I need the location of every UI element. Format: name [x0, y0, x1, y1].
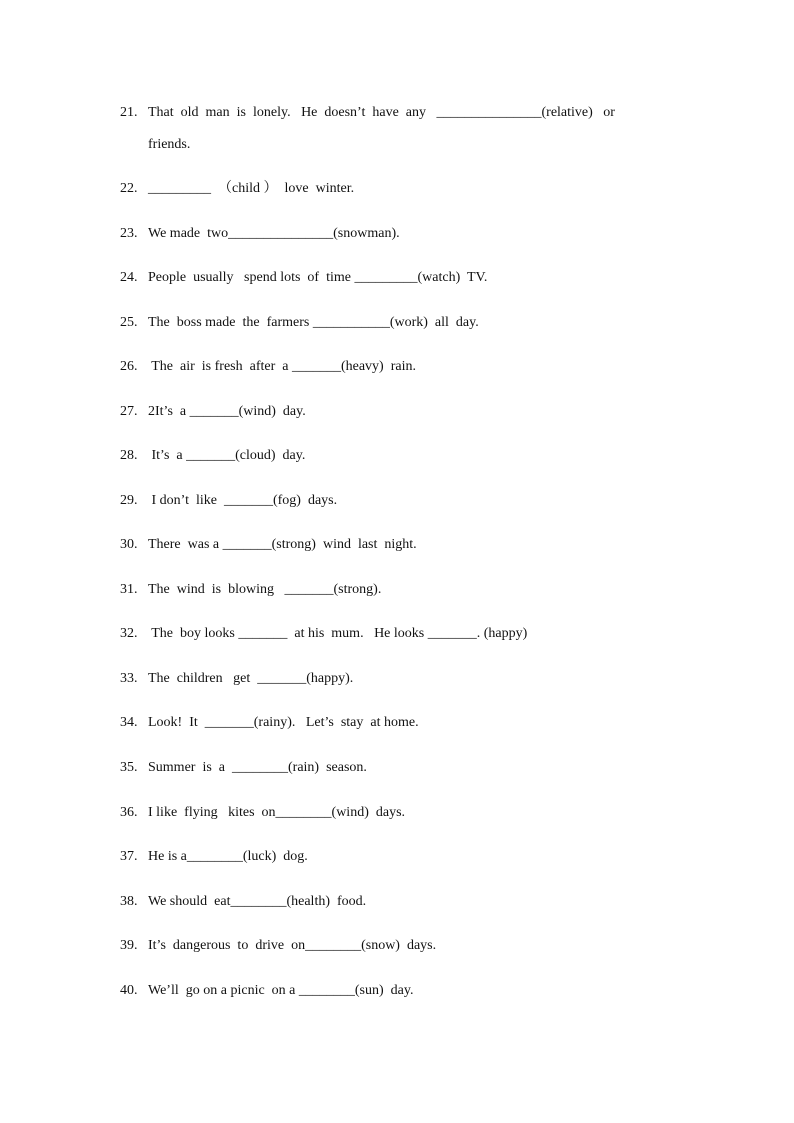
- question-number: 23.: [120, 226, 138, 241]
- question-number: 38.: [120, 894, 138, 909]
- question-number: 22.: [120, 181, 138, 196]
- question-text: We made two_______________(snowman).: [148, 226, 400, 241]
- question-text: Look! It _______(rainy). Let’s stay at home.: [148, 715, 419, 730]
- question-38: [120, 893, 640, 911]
- question-number: 33.: [120, 671, 138, 686]
- question-21-continuation: friends.: [148, 137, 191, 152]
- question-39: [120, 937, 640, 955]
- question-number: 26.: [120, 359, 138, 374]
- question-text: Summer is a ________(rain) season.: [148, 760, 367, 775]
- question-31: [120, 581, 640, 599]
- question-26: [120, 358, 640, 376]
- question-text: There was a _______(strong) wind last night.: [148, 537, 417, 552]
- question-text: We’ll go on a picnic on a ________(sun) day.: [148, 983, 414, 998]
- question-number: 29.: [120, 493, 138, 508]
- question-35: [120, 759, 640, 777]
- question-number: 28.: [120, 448, 138, 463]
- question-24: [120, 269, 640, 287]
- question-number: 39.: [120, 938, 138, 953]
- question-text: It’s dangerous to drive on________(snow) days.: [148, 938, 437, 953]
- question-number: 40.: [120, 983, 138, 998]
- question-number: 32.: [120, 626, 138, 641]
- question-number: 24.: [120, 270, 138, 285]
- question-27: [120, 403, 640, 421]
- question-30: [120, 536, 640, 554]
- question-number: 34.: [120, 715, 138, 730]
- question-22: [120, 180, 640, 198]
- question-text: He is a________(luck) dog.: [148, 849, 308, 864]
- question-number: 36.: [120, 805, 138, 820]
- question-text: I like flying kites on________(wind) days.: [148, 805, 406, 820]
- question-37: [120, 848, 640, 866]
- question-34: [120, 714, 640, 732]
- question-text: I don’t like _______(fog) days.: [148, 493, 338, 508]
- question-text: The children get _______(happy).: [148, 671, 354, 686]
- question-36: [120, 804, 640, 822]
- question-text: It’s a _______(cloud) day.: [148, 448, 306, 463]
- question-number: 35.: [120, 760, 138, 775]
- question-number: 31.: [120, 582, 138, 597]
- question-text: The air is fresh after a _______(heavy) rain.: [148, 359, 416, 374]
- question-number: 37.: [120, 849, 138, 864]
- question-text: The wind is blowing _______(strong).: [148, 582, 382, 597]
- question-32: [120, 625, 640, 643]
- question-text: 2It’s a _______(wind) day.: [148, 404, 306, 419]
- question-number: 27.: [120, 404, 138, 419]
- question-23: [120, 225, 640, 243]
- question-number: 25.: [120, 315, 138, 330]
- question-number: 30.: [120, 537, 138, 552]
- question-40: [120, 982, 640, 1000]
- question-28: [120, 447, 640, 465]
- question-text: The boy looks _______ at his mum. He looks _______. (happy): [148, 626, 528, 641]
- question-25: [120, 314, 640, 332]
- question-text: _________ （child ） love winter.: [148, 181, 355, 196]
- question-21: [120, 104, 640, 122]
- question-29: [120, 492, 640, 510]
- question-text: People usually spend lots of time _________(watch) TV.: [148, 270, 488, 285]
- question-number: 21.: [120, 105, 138, 120]
- question-text: We should eat________(health) food.: [148, 894, 367, 909]
- question-text: The boss made the farmers ___________(work) all day.: [148, 315, 479, 330]
- question-text: That old man is lonely. He doesn’t have any _______________(relative) or: [148, 105, 615, 120]
- question-33: [120, 670, 640, 688]
